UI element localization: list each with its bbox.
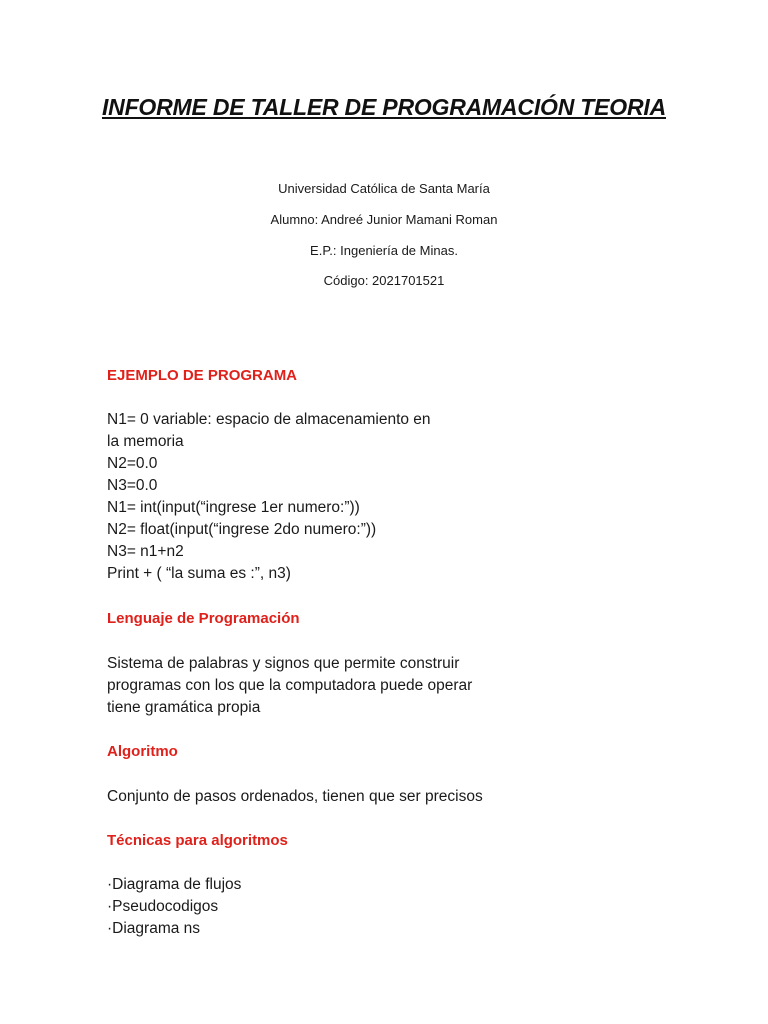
student-code: Código: 2021701521 bbox=[323, 273, 445, 288]
program-line: Print + ( “la suma es :”, n3) bbox=[107, 565, 291, 582]
heading-algoritmo: Algoritmo bbox=[107, 743, 178, 760]
program-line: N1= int(input(“ingrese 1er numero:”)) bbox=[107, 499, 360, 516]
paragraph-line: Conjunto de pasos ordenados, tienen que ser precisos bbox=[107, 788, 483, 805]
ejemplo-programa-body bbox=[107, 409, 431, 585]
lenguaje-programacion-body bbox=[107, 653, 472, 719]
list-item: ·Diagrama ns bbox=[107, 920, 201, 937]
list-item: ·Diagrama de flujos bbox=[107, 876, 242, 893]
heading-lenguaje-programacion: Lenguaje de Programación bbox=[107, 610, 300, 627]
paragraph-line: tiene gramática propia bbox=[107, 699, 261, 716]
document-title: INFORME DE TALLER DE PROGRAMACIÓN TEORIA bbox=[101, 94, 666, 120]
tecnicas-algoritmos-list bbox=[107, 874, 241, 940]
algoritmo-body bbox=[107, 786, 483, 808]
heading-tecnicas-algoritmos: Técnicas para algoritmos bbox=[107, 832, 288, 849]
paragraph-line: programas con los que la computadora puede operar bbox=[107, 677, 473, 694]
student-name: Alumno: Andreé Junior Mamani Roman bbox=[270, 212, 498, 227]
school-name: E.P.: Ingeniería de Minas. bbox=[310, 243, 458, 258]
program-line: N2=0.0 bbox=[107, 455, 158, 472]
program-line: N2= float(input(“ingrese 2do numero:”)) bbox=[107, 521, 377, 538]
paragraph-line: Sistema de palabras y signos que permite construir bbox=[107, 655, 460, 672]
program-line: N3=0.0 bbox=[107, 477, 158, 494]
list-item: ·Pseudocodigos bbox=[107, 898, 219, 915]
program-line: la memoria bbox=[107, 433, 184, 450]
heading-ejemplo-programa: EJEMPLO DE PROGRAMA bbox=[107, 367, 298, 384]
university-name: Universidad Católica de Santa María bbox=[278, 181, 490, 196]
program-line: N3= n1+n2 bbox=[107, 543, 184, 560]
program-line: N1= 0 variable: espacio de almacenamiento en bbox=[107, 411, 431, 428]
